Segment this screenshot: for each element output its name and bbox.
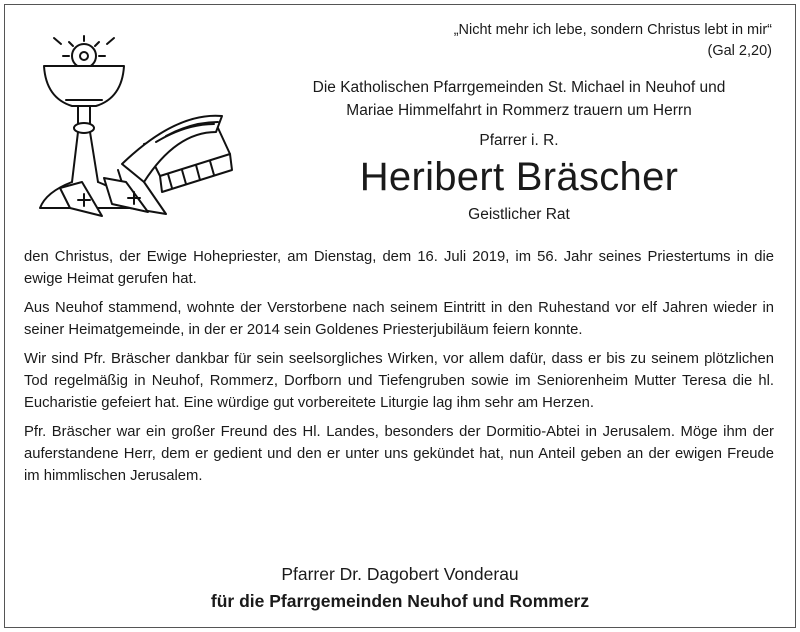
paragraph-2: Aus Neuhof stammend, wohnte der Verstorbene nach seinem Eintritt in den Ruhestand vor elf Jahren wieder in seiner Heimatgemeinde, in der er 2014 sein Goldenes Priesterjubiläum feiern konnte. bbox=[24, 300, 774, 338]
intro-line-1: Die Katholischen Pfarrgemeinden St. Michael in Neuhof und bbox=[312, 79, 726, 96]
signature-parishes: für die Pfarrgemeinden Neuhof und Rommerz bbox=[210, 591, 590, 611]
deceased-title: Pfarrer i. R. bbox=[479, 132, 559, 149]
paragraph-4: Pfr. Bräscher war ein großer Freund des Hl. Landes, besonders der Dormitio-Abtei in Jerusalem. Möge ihm der auferstandene Herr, dem er gedient und den er unter uns gekündet hat, nun Anteil geben an der ewigen Freude im himmlischen Jerusalem. bbox=[24, 424, 774, 484]
deceased-rank: Geistlicher Rat bbox=[468, 206, 570, 223]
bible-quote-reference: (Gal 2,20) bbox=[707, 43, 772, 59]
bible-quote bbox=[332, 20, 772, 62]
paragraph-1: den Christus, der Ewige Hohepriester, am Dienstag, dem 16. Juli 2019, im 56. Jahr seines Priestertums in die ewige Heimat gerufen hat. bbox=[24, 249, 774, 287]
intro-line-2: Mariae Himmelfahrt in Rommerz trauern um Herrn bbox=[346, 102, 692, 119]
chalice-host-stole-book-icon bbox=[26, 32, 236, 218]
bible-quote-text: „Nicht mehr ich lebe, sondern Christus lebt in mir“ bbox=[453, 22, 772, 38]
paragraph-3: Wir sind Pfr. Bräscher dankbar für sein seelsorgliches Wirken, vor allem dafür, dass er bis zu seinem plötzlichen Tod regelmäßig in Neuhof, Rommerz, Dorfborn und Tiefengruben sowie im Seniorenheim Mutter Teresa die hl. Eucharistie gefeiert hat. Eine würdige gut vorbereitete Liturgie lag ihm sehr am Herzen. bbox=[24, 351, 774, 411]
deceased-name: Heribert Bräscher bbox=[359, 155, 679, 199]
obituary-body bbox=[24, 246, 774, 494]
signature-name: Pfarrer Dr. Dagobert Vonderau bbox=[281, 564, 519, 584]
